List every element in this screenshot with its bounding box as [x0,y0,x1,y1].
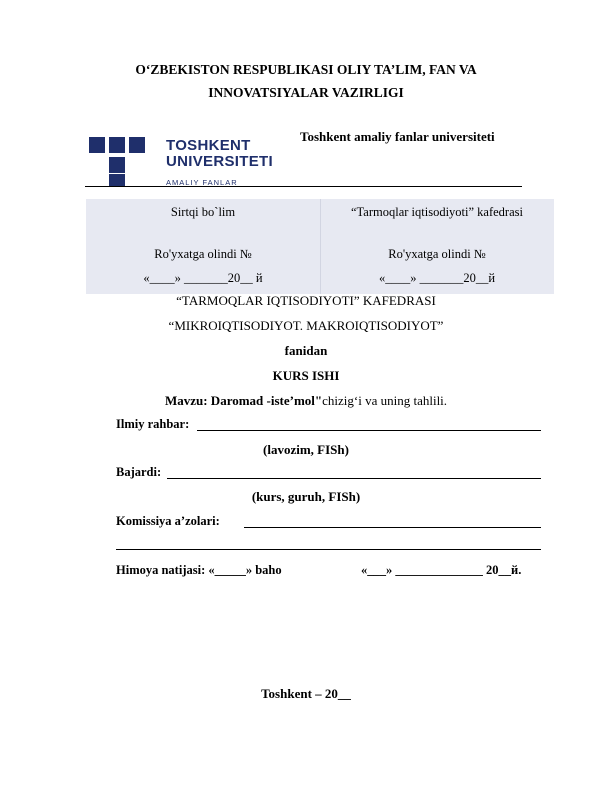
subject-title: “MIKROIQTISODIYOT. MAKROIQTISODIYOT” [168,318,444,333]
right-department: “Tarmoqlar iqtisodiyoti” kafedrasi [351,205,523,219]
left-department: Sirtqi bo`lim [170,205,236,219]
logo-text-line-1: TOSHKENT [166,137,251,154]
supervisor-hint: (lavozim, FISh) [263,442,349,457]
ministry-line-1: O‘ZBEKISTON RESPUBLIKASI OLIY TA’LIM, FAN VA [135,62,477,77]
right-registered: Ro'yxatga olindi № [388,247,486,261]
author-line [167,478,541,479]
commission-label: Komissiya a’zolari: [116,514,220,528]
left-registration-date: «____» _______20__ й [143,271,263,285]
author-label: Bajardi: [116,465,162,479]
author-hint: (kurs, guruh, FISh) [251,489,361,504]
supervisor-line [197,430,541,431]
defense-result: Himoya natijasi: «_____» baho [116,563,282,577]
defense-date: «___» ______________ 20__й. [361,563,522,577]
left-registered: Ro'yxatga olindi № [154,247,252,261]
topic [0,393,612,409]
department-title: “TARMOQLAR IQTISODIYOTI” KAFEDRASI [176,293,436,308]
commission-line-2 [116,549,541,550]
topic-text: chizig‘i va uning tahlili. [322,393,448,408]
supervisor-label: Ilmiy rahbar: [116,417,190,431]
header-divider [85,186,522,187]
subject-suffix: fanidan [284,343,328,358]
supervisor-row [116,417,189,432]
author-row [116,465,161,480]
university-name: Toshkent amaliy fanlar universiteti [300,129,495,144]
city-year: Toshkent – 20__ [261,686,351,701]
work-type: KURS ISHI [272,368,340,383]
commission-line-1 [244,527,541,528]
logo-text-line-3: AMALIY FANLAR [166,178,238,187]
info-box [86,199,554,294]
university-logo [89,134,273,190]
logo-text-line-2: UNIVERSITETI [166,153,273,170]
commission-row [116,514,220,529]
ministry-title [0,58,612,104]
logo-mark-icon [89,134,149,188]
topic-label: Mavzu: Daromad -iste’mol" [164,393,323,408]
right-registration-date: «____» _______20__й [378,271,496,285]
ministry-line-2: INNOVATSIYALAR VAZIRLIGI [208,85,404,100]
